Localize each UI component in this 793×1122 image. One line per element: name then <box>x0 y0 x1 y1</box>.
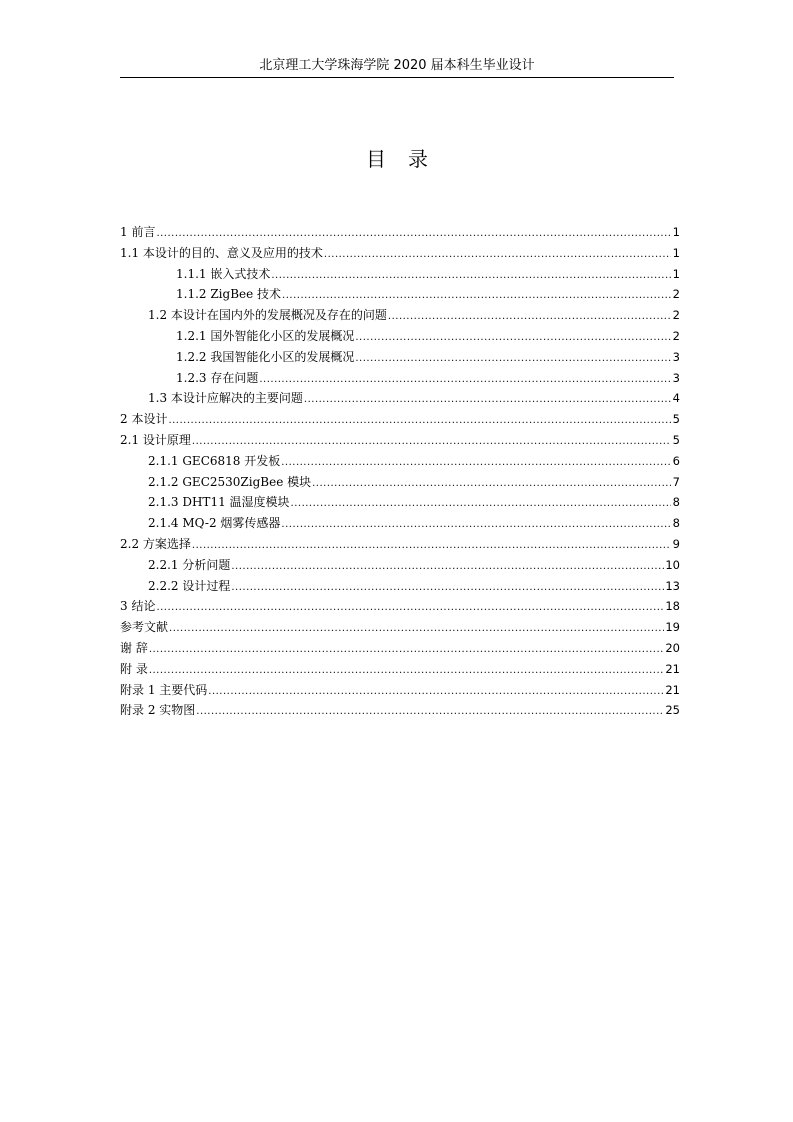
toc-entry-page: 25 <box>665 703 680 718</box>
toc-leader-dots <box>312 474 671 495</box>
toc-entry-label: 1.2 本设计在国内外的发展概况及存在的问题 <box>148 308 387 323</box>
toc-leader-dots <box>271 266 671 287</box>
toc-entry-label: 1.3 本设计应解决的主要问题 <box>148 391 303 406</box>
running-header: 北京理工大学珠海学院 2020 届本科生毕业设计 <box>259 58 535 73</box>
toc-entry-page: 20 <box>665 640 680 655</box>
toc-entry-label: 2.2.1 分析问题 <box>148 557 231 572</box>
toc-leader-dots <box>149 661 665 682</box>
toc-entry-page: 18 <box>665 599 680 614</box>
page-title: 目录 <box>366 147 450 171</box>
toc-entry-page: 7 <box>672 474 680 489</box>
toc-entry[interactable] <box>120 534 680 555</box>
toc-leader-dots <box>281 453 671 474</box>
toc-entry-label: 附 录 <box>120 661 148 676</box>
toc-entry-page: 6 <box>672 453 680 468</box>
toc-leader-dots <box>231 578 664 599</box>
toc-entry[interactable] <box>120 451 680 472</box>
toc-leader-dots <box>168 411 671 432</box>
toc-entry[interactable] <box>120 305 680 326</box>
toc-entry-label: 1.1 本设计的目的、意义及应用的技术 <box>120 245 323 260</box>
toc-entry[interactable] <box>120 617 680 638</box>
toc-leader-dots <box>388 307 671 328</box>
toc-entry-label: 2.2.2 设计过程 <box>148 578 231 593</box>
toc-entry[interactable] <box>120 513 680 534</box>
toc-leader-dots <box>156 598 664 619</box>
toc-entry[interactable] <box>120 326 680 347</box>
toc-entry[interactable] <box>120 576 680 597</box>
toc-entry-page: 1 <box>672 266 680 281</box>
toc-entry-label: 参考文献 <box>120 620 169 635</box>
toc-leader-dots <box>231 557 664 578</box>
toc-entry-label: 1.1.1 嵌入式技术 <box>176 266 271 281</box>
toc-entry-page: 21 <box>665 661 680 676</box>
toc-entry[interactable] <box>120 388 680 409</box>
toc-entry-page: 3 <box>672 370 680 385</box>
toc-leader-dots <box>304 390 671 411</box>
toc-entry-label: 1.2.2 我国智能化小区的发展概况 <box>176 349 355 364</box>
toc-entry[interactable] <box>120 243 680 264</box>
table-of-contents <box>120 222 680 721</box>
toc-entry-label: 3 结论 <box>120 599 156 614</box>
toc-entry-page: 5 <box>672 412 680 427</box>
toc-entry[interactable] <box>120 409 680 430</box>
toc-entry-page: 9 <box>672 536 680 551</box>
toc-entry-label: 2.1.3 DHT11 温湿度模块 <box>148 495 290 510</box>
toc-entry-page: 3 <box>672 349 680 364</box>
toc-entry[interactable] <box>120 555 680 576</box>
toc-entry-label: 1 前言 <box>120 225 156 239</box>
toc-entry[interactable] <box>120 347 680 368</box>
toc-entry-page: 2 <box>672 287 680 302</box>
toc-entry[interactable] <box>120 472 680 493</box>
toc-entry-page: 1 <box>672 225 680 239</box>
toc-leader-dots <box>196 702 664 723</box>
toc-entry-label: 谢 辞 <box>120 640 148 655</box>
toc-entry-page: 19 <box>665 620 680 635</box>
toc-leader-dots <box>259 370 671 391</box>
toc-entry[interactable] <box>120 284 680 305</box>
toc-entry-page: 13 <box>665 578 680 593</box>
toc-entry[interactable] <box>120 638 680 659</box>
toc-leader-dots <box>149 640 665 661</box>
toc-entry[interactable] <box>120 430 680 451</box>
toc-leader-dots <box>355 328 671 349</box>
toc-entry-label: 1.2.1 国外智能化小区的发展概况 <box>176 328 355 343</box>
toc-entry-label: 2.1.4 MQ-2 烟雾传感器 <box>148 516 281 531</box>
toc-leader-dots <box>324 245 671 266</box>
toc-entry-page: 10 <box>665 557 680 572</box>
toc-leader-dots <box>192 536 671 557</box>
toc-entry-page: 2 <box>672 328 680 343</box>
toc-leader-dots <box>169 619 664 640</box>
toc-leader-dots <box>291 494 671 515</box>
toc-entry-label: 附录 2 实物图 <box>120 703 196 718</box>
toc-entry[interactable] <box>120 680 680 701</box>
toc-entry-page: 8 <box>672 495 680 510</box>
toc-leader-dots <box>156 224 671 245</box>
toc-entry-label: 1.2.3 存在问题 <box>176 370 259 385</box>
toc-entry[interactable] <box>120 222 680 243</box>
header-rule <box>120 77 674 78</box>
toc-entry-label: 2.2 方案选择 <box>120 536 191 551</box>
toc-entry-page: 4 <box>672 391 680 406</box>
toc-entry[interactable] <box>120 264 680 285</box>
toc-entry-page: 5 <box>672 432 680 447</box>
toc-entry[interactable] <box>120 659 680 680</box>
toc-entry-label: 1.1.2 ZigBee 技术 <box>176 287 282 302</box>
toc-leader-dots <box>355 349 671 370</box>
toc-leader-dots <box>282 286 671 307</box>
toc-entry-label: 附录 1 主要代码 <box>120 682 208 697</box>
toc-entry-page: 8 <box>672 516 680 531</box>
toc-entry-label: 2.1.1 GEC6818 开发板 <box>148 453 281 468</box>
toc-entry[interactable] <box>120 368 680 389</box>
toc-leader-dots <box>192 432 671 453</box>
toc-entry-label: 2 本设计 <box>120 412 168 427</box>
toc-entry-label: 2.1 设计原理 <box>120 432 191 447</box>
toc-entry[interactable] <box>120 596 680 617</box>
toc-leader-dots <box>208 682 664 703</box>
toc-entry-page: 1 <box>672 245 680 260</box>
toc-entry[interactable] <box>120 700 680 721</box>
toc-leader-dots <box>281 515 671 536</box>
toc-entry-page: 21 <box>665 682 680 697</box>
toc-entry-label: 2.1.2 GEC2530ZigBee 模块 <box>148 474 312 489</box>
toc-entry-page: 2 <box>672 308 680 323</box>
toc-entry[interactable] <box>120 492 680 513</box>
